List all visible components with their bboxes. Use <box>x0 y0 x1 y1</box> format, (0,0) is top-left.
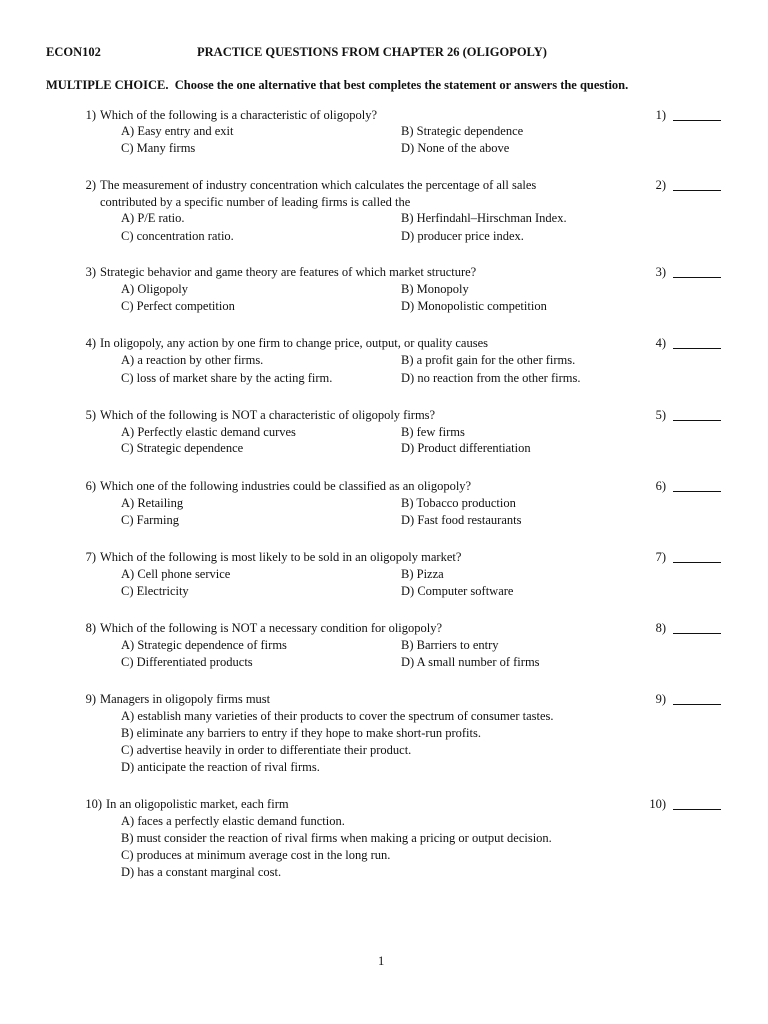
question-number: 10) <box>85 797 102 811</box>
option-b: B) Tobacco production <box>401 496 516 510</box>
option-a: A) a reaction by other firms. <box>121 353 264 367</box>
question-number: 7) <box>85 550 96 564</box>
option-a: A) Cell phone service <box>121 567 231 581</box>
option-b: B) Barriers to entry <box>401 638 499 652</box>
question-stem: Which of the following is a characteristic of oligopoly? <box>100 108 377 122</box>
option-d: D) A small number of firms <box>401 655 540 669</box>
answer-number: 2) <box>655 178 666 192</box>
answer-number: 8) <box>655 621 666 635</box>
answer-number: 10) <box>649 797 666 811</box>
answer-blank[interactable] <box>673 620 721 634</box>
answer-number: 7) <box>655 550 666 564</box>
page-number: 1 <box>378 954 385 968</box>
question-stem: Which of the following is NOT a necessary condition for oligopoly? <box>100 621 443 635</box>
option-b: B) few firms <box>401 425 465 439</box>
option-d: D) producer price index. <box>401 229 524 243</box>
answer-blank[interactable] <box>673 478 721 492</box>
answer-number: 3) <box>655 265 666 279</box>
instructions-label: MULTIPLE CHOICE. <box>46 78 169 92</box>
answer-number: 1) <box>655 108 666 122</box>
option-d: D) no reaction from the other firms. <box>401 371 581 385</box>
instructions <box>46 78 628 93</box>
question-stem: In oligopoly, any action by one firm to change price, output, or quality causes <box>100 336 488 350</box>
option-a: A) Easy entry and exit <box>121 124 234 138</box>
answer-number: 9) <box>655 692 666 706</box>
answer-blank[interactable] <box>673 549 721 563</box>
question-number: 3) <box>85 265 96 279</box>
answer-number: 5) <box>655 408 666 422</box>
option-c: C) advertise heavily in order to differentiate their product. <box>121 743 412 757</box>
question-stem: In an oligopolistic market, each firm <box>106 797 289 811</box>
answer-blank[interactable] <box>673 407 721 421</box>
answer-blank[interactable] <box>673 796 721 810</box>
option-a: A) Oligopoly <box>121 282 189 296</box>
question-stem: Which of the following is most likely to be sold in an oligopoly market? <box>100 550 462 564</box>
option-d: D) None of the above <box>401 141 510 155</box>
option-a: A) P/E ratio. <box>121 211 185 225</box>
option-d: D) Product differentiation <box>401 441 531 455</box>
question-number: 9) <box>85 692 96 706</box>
answer-number: 6) <box>655 479 666 493</box>
option-a: A) Retailing <box>121 496 184 510</box>
option-d: D) Fast food restaurants <box>401 513 522 527</box>
option-b: B) Herfindahl–Hirschman Index. <box>401 211 567 225</box>
option-c: C) concentration ratio. <box>121 229 234 243</box>
question-number: 6) <box>85 479 96 493</box>
option-c: C) Many firms <box>121 141 196 155</box>
option-a: A) Strategic dependence of firms <box>121 638 287 652</box>
option-c: C) Differentiated products <box>121 655 253 669</box>
option-a: A) faces a perfectly elastic demand function. <box>121 814 345 828</box>
answer-blank[interactable] <box>673 335 721 349</box>
option-d: D) has a constant marginal cost. <box>121 865 282 879</box>
option-a: A) establish many varieties of their products to cover the spectrum of consumer tastes. <box>121 709 554 723</box>
option-c: C) loss of market share by the acting firm. <box>121 371 333 385</box>
question-number: 4) <box>85 336 96 350</box>
option-a: A) Perfectly elastic demand curves <box>121 425 296 439</box>
page-title: PRACTICE QUESTIONS FROM CHAPTER 26 (OLIGOPOLY) <box>197 45 547 59</box>
option-d: D) Computer software <box>401 584 514 598</box>
option-c: C) Farming <box>121 513 179 527</box>
option-b: B) a profit gain for the other firms. <box>401 353 576 367</box>
answer-blank[interactable] <box>673 107 721 121</box>
question-stem: Which of the following is NOT a characteristic of oligopoly firms? <box>100 408 436 422</box>
answer-blank[interactable] <box>673 264 721 278</box>
option-c: C) Perfect competition <box>121 299 235 313</box>
option-b: B) Pizza <box>401 567 444 581</box>
course-code: ECON102 <box>46 45 101 59</box>
instructions-text: Choose the one alternative that best completes the statement or answers the question. <box>174 78 629 92</box>
question-stem: Strategic behavior and game theory are features of which market structure? <box>100 265 477 279</box>
option-c: C) Electricity <box>121 584 189 598</box>
option-c: C) Strategic dependence <box>121 441 244 455</box>
option-b: B) Monopoly <box>401 282 469 296</box>
answer-number: 4) <box>655 336 666 350</box>
question-stem: The measurement of industry concentration which calculates the percentage of all sales <box>100 178 537 192</box>
option-d: D) anticipate the reaction of rival firms. <box>121 760 320 774</box>
option-c: C) produces at minimum average cost in the long run. <box>121 848 391 862</box>
answer-blank[interactable] <box>673 691 721 705</box>
answer-blank[interactable] <box>673 177 721 191</box>
option-d: D) Monopolistic competition <box>401 299 547 313</box>
question-stem: Which one of the following industries could be classified as an oligopoly? <box>100 479 472 493</box>
option-b: B) must consider the reaction of rival firms when making a pricing or output decision. <box>121 831 552 845</box>
question-number: 5) <box>85 408 96 422</box>
question-stem-continued: contributed by a specific number of leading firms is called the <box>100 195 411 209</box>
question-number: 1) <box>85 108 96 122</box>
option-b: B) eliminate any barriers to entry if they hope to make short-run profits. <box>121 726 481 740</box>
question-number: 8) <box>85 621 96 635</box>
question-stem: Managers in oligopoly firms must <box>100 692 271 706</box>
question-number: 2) <box>85 178 96 192</box>
option-b: B) Strategic dependence <box>401 124 524 138</box>
